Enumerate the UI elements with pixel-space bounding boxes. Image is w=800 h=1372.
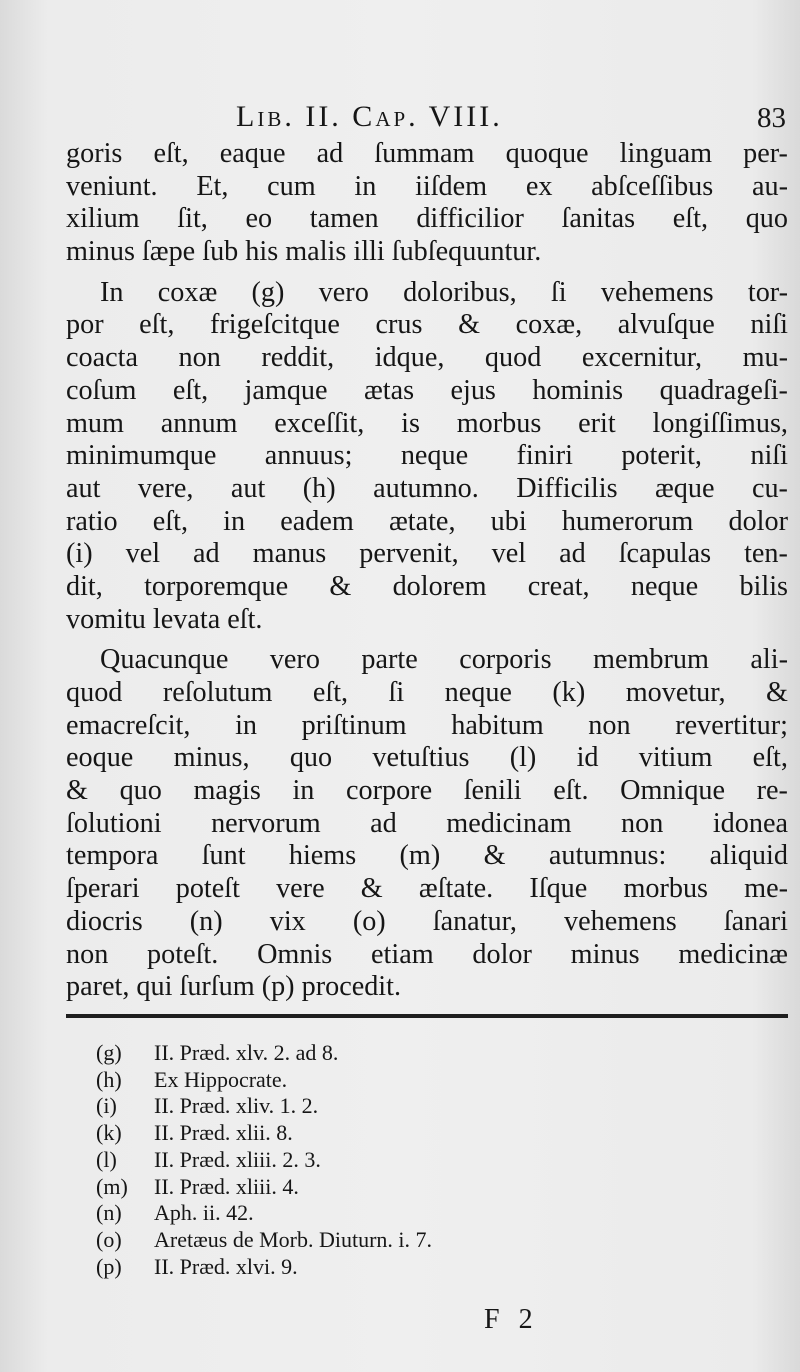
word: vere xyxy=(276,873,325,905)
word: & xyxy=(458,309,481,341)
footnote-text: II. Præd. xlii. 8. xyxy=(154,1120,293,1146)
word: (n) xyxy=(189,905,223,937)
word: habitum xyxy=(451,709,544,741)
footnote-mark: (i) xyxy=(96,1093,117,1119)
word: & xyxy=(329,570,352,602)
word: ad xyxy=(316,138,344,169)
footnote-text: Ex Hippocrate. xyxy=(154,1066,288,1092)
footnote xyxy=(96,1254,696,1281)
footnote xyxy=(96,1093,696,1120)
word: non xyxy=(621,807,664,839)
word: reddit, xyxy=(261,342,335,374)
word: manus xyxy=(252,538,327,570)
word: difficilior xyxy=(416,203,524,235)
paragraph-gap xyxy=(66,636,788,644)
word: excernitur, xyxy=(581,342,703,374)
word: crus xyxy=(375,309,423,341)
word: & xyxy=(766,677,788,708)
word: annum xyxy=(160,407,238,439)
word: me- xyxy=(744,873,788,905)
word: quo xyxy=(289,742,333,774)
word: ejus xyxy=(450,374,496,406)
word: vix xyxy=(269,905,306,937)
footnote-text: II. Præd. xliii. 4. xyxy=(154,1173,299,1199)
word: minus xyxy=(570,938,640,970)
word: autumno. xyxy=(373,472,479,504)
footnote-mark: (n) xyxy=(96,1200,122,1226)
paragraph-gap xyxy=(66,269,788,277)
word: eaque xyxy=(219,138,286,169)
text-line xyxy=(66,309,788,342)
word: doloribus, xyxy=(403,276,517,308)
word: ubi xyxy=(490,505,527,537)
text-line xyxy=(66,277,788,310)
signature-mark: F 2 xyxy=(484,1304,539,1335)
word: tempora xyxy=(66,840,159,872)
text-line xyxy=(66,203,788,236)
word: magis xyxy=(193,775,261,807)
word: longiſſimus, xyxy=(652,407,788,439)
word: torporemque xyxy=(144,570,289,602)
word: non xyxy=(178,342,221,374)
word: niſi xyxy=(750,440,788,472)
body-text xyxy=(66,138,788,1004)
word: dolorem xyxy=(392,570,487,602)
word: aliquid xyxy=(709,840,788,872)
word: quod xyxy=(66,677,123,708)
word: eſt, xyxy=(172,374,209,406)
text-line xyxy=(66,138,788,171)
word: & xyxy=(360,873,383,905)
word: vitium xyxy=(638,742,713,774)
word: eadem xyxy=(280,505,354,537)
word: eſt, xyxy=(672,203,709,235)
word: cu- xyxy=(751,472,788,504)
paragraph xyxy=(66,138,788,269)
word: coſum xyxy=(66,374,137,406)
word: ætas xyxy=(363,374,415,406)
word: vere, xyxy=(137,472,194,504)
word: erit xyxy=(578,407,616,439)
word: ad xyxy=(559,538,586,570)
word: vehemens xyxy=(564,905,677,937)
word: Et, xyxy=(196,170,229,202)
word: coxæ, xyxy=(515,309,583,341)
word: medicinam xyxy=(446,807,572,839)
word: exceſſit, xyxy=(274,407,365,439)
text-line: vomitu levata eſt. xyxy=(66,603,263,635)
word: xilium xyxy=(66,203,140,235)
word: cum xyxy=(267,170,316,202)
word: parte xyxy=(361,644,418,676)
footnote-mark: (o) xyxy=(96,1226,122,1252)
text-line xyxy=(66,342,788,375)
word: autumnus: xyxy=(548,840,667,872)
word: in xyxy=(354,170,377,202)
word: frigeſcitque xyxy=(210,309,340,341)
word: corporis xyxy=(459,644,552,676)
word: ten- xyxy=(744,538,788,570)
word: vehemens xyxy=(600,276,714,308)
word: neque xyxy=(400,440,469,472)
word: etiam xyxy=(371,938,434,970)
word: Omnique xyxy=(620,775,726,807)
text-line: minus ſæpe ſub his malis illi ſubſequuntur. xyxy=(66,236,542,268)
word: æque xyxy=(655,472,715,504)
word: ſolutioni xyxy=(66,807,162,839)
word: morbus xyxy=(456,407,542,439)
word: vel xyxy=(125,538,161,570)
word: movetur, xyxy=(625,677,726,708)
footnote xyxy=(96,1174,696,1201)
word: aut xyxy=(66,472,101,504)
footnote-mark: (k) xyxy=(96,1120,122,1146)
word: (o) xyxy=(352,905,386,937)
word: mum xyxy=(66,407,124,439)
word: humerorum xyxy=(561,505,694,537)
word: minimumque xyxy=(66,440,217,472)
word: pervenit, xyxy=(359,538,459,570)
text-line xyxy=(66,808,788,841)
word: goris xyxy=(66,138,123,169)
word: ſunt xyxy=(201,840,246,872)
word: idonea xyxy=(712,807,788,839)
word: idque, xyxy=(374,342,445,374)
footnote-mark: (p) xyxy=(96,1253,122,1279)
word: id xyxy=(576,742,599,774)
word: & xyxy=(66,775,88,807)
text-line xyxy=(66,506,788,539)
word: vero xyxy=(318,276,369,308)
word: non xyxy=(588,709,631,741)
footnote-mark: (g) xyxy=(96,1040,122,1065)
word: (i) xyxy=(66,538,93,570)
word: vel xyxy=(491,538,527,570)
word: neque xyxy=(444,677,512,708)
word: diocris xyxy=(66,905,143,937)
text-line xyxy=(66,571,788,604)
text-line xyxy=(66,906,788,939)
footnote xyxy=(96,1200,696,1227)
footnote-text: II. Præd. xlv. 2. ad 8. xyxy=(154,1040,339,1065)
word: Quacunque xyxy=(100,644,229,676)
word: (l) xyxy=(509,742,537,774)
word: ſit, xyxy=(177,203,208,235)
word: minus, xyxy=(173,742,250,774)
text-line xyxy=(66,873,788,906)
word: bilis xyxy=(739,570,788,602)
word: niſi xyxy=(750,309,788,341)
text-line xyxy=(66,742,788,775)
word: revertitur; xyxy=(675,709,788,741)
word: aut xyxy=(230,472,266,504)
footnote xyxy=(96,1227,696,1254)
word: ætate, xyxy=(388,505,456,537)
word: morbus xyxy=(623,873,709,905)
word: eſt, xyxy=(312,677,349,708)
footnote xyxy=(96,1147,696,1174)
text-line xyxy=(66,840,788,873)
word: eſt, xyxy=(752,742,788,774)
word: & xyxy=(483,840,506,872)
word: hominis xyxy=(532,374,624,406)
text-line xyxy=(66,408,788,441)
word: neque xyxy=(630,570,699,602)
word: in xyxy=(235,709,258,741)
word: ali- xyxy=(750,644,788,676)
word: iiſdem xyxy=(415,170,488,202)
word: creat, xyxy=(527,570,590,602)
word: hiems xyxy=(288,840,357,872)
word: eſt, xyxy=(152,505,189,537)
word: tamen xyxy=(309,203,379,235)
text-line xyxy=(66,375,788,408)
word: dit, xyxy=(66,570,103,602)
text-line xyxy=(66,775,788,808)
word: ratio xyxy=(66,505,118,537)
word: eſt. xyxy=(553,775,589,807)
word: annuus; xyxy=(264,440,353,472)
word: finiri xyxy=(516,440,573,472)
word: Omnis xyxy=(257,938,333,970)
text-line xyxy=(66,440,788,473)
word: quo xyxy=(745,203,788,235)
text-line xyxy=(66,473,788,506)
word: priſtinum xyxy=(301,709,407,741)
word: Difficilis xyxy=(516,472,618,504)
word: re- xyxy=(756,775,788,807)
text-line xyxy=(66,677,788,710)
footnote xyxy=(96,1120,696,1147)
word: ſanatur, xyxy=(432,905,517,937)
word: tor- xyxy=(747,276,788,308)
word: membrum xyxy=(593,644,709,676)
word: vero xyxy=(269,644,320,676)
word: nervorum xyxy=(211,807,321,839)
paragraph xyxy=(66,644,788,1004)
word: emacreſcit, xyxy=(66,709,191,741)
word: quo xyxy=(119,775,162,807)
footnote-mark: (h) xyxy=(96,1066,122,1092)
footnote-mark: (l) xyxy=(96,1146,117,1172)
word: mu- xyxy=(742,342,788,374)
word: quadrageſi- xyxy=(659,374,788,406)
word: (k) xyxy=(552,677,586,708)
word: corpore xyxy=(346,775,433,807)
word: eoque xyxy=(66,742,134,774)
footnote-text: II. Præd. xliii. 2. 3. xyxy=(154,1146,321,1172)
word: veniunt. xyxy=(66,170,158,202)
text-line xyxy=(66,939,788,972)
text-line xyxy=(66,171,788,204)
paragraph xyxy=(66,277,788,637)
word: coacta xyxy=(66,342,138,374)
footnote xyxy=(96,1067,696,1094)
footnote-text: Aph. ii. 42. xyxy=(154,1200,254,1226)
word: medicinæ xyxy=(678,938,788,970)
footnote-rule xyxy=(66,1014,788,1018)
text-line xyxy=(66,644,788,677)
word: por xyxy=(66,309,104,341)
word: alvuſque xyxy=(617,309,715,341)
footnote xyxy=(96,1040,696,1067)
running-head: Lib. II. Cap. VIII. xyxy=(236,100,503,133)
word: per- xyxy=(743,138,788,169)
footnotes xyxy=(96,1040,696,1280)
word: eſt, xyxy=(153,138,189,169)
word: poteſt xyxy=(175,873,240,905)
word: ad xyxy=(370,807,397,839)
word: ad xyxy=(193,538,220,570)
word: dolor xyxy=(728,505,788,537)
word: quoque xyxy=(505,138,589,169)
word: in xyxy=(292,775,315,807)
word: eſt, xyxy=(139,309,175,341)
word: poterit, xyxy=(621,440,702,472)
word: ſenili xyxy=(463,775,522,807)
word: reſolutum xyxy=(162,677,273,708)
page-number: 83 xyxy=(757,102,786,134)
word: poteſt. xyxy=(147,938,219,970)
word: æſtate. xyxy=(418,873,494,905)
word: dolor xyxy=(472,938,532,970)
word: linguam xyxy=(619,138,713,169)
footnote-text: II. Præd. xliv. 1. 2. xyxy=(154,1093,319,1119)
word: ſcapulas xyxy=(618,538,712,570)
word: coxæ xyxy=(157,276,218,308)
word: in xyxy=(223,505,246,537)
word: ſanari xyxy=(723,905,788,937)
word: eo xyxy=(245,203,273,235)
word: non xyxy=(66,938,109,970)
word: (m) xyxy=(399,840,441,872)
word: ſi xyxy=(388,677,405,708)
text-line: paret, qui ſurſum (p) procedit. xyxy=(66,971,402,1003)
footnote-text: II. Præd. xlvi. 9. xyxy=(154,1253,298,1279)
word: is xyxy=(401,407,420,439)
word: ſi xyxy=(550,276,567,308)
word: ſanitas xyxy=(561,203,636,235)
word: ſperari xyxy=(66,873,140,905)
text-line xyxy=(66,710,788,743)
word: (h) xyxy=(302,472,336,504)
word: jamque xyxy=(244,374,328,406)
word: In xyxy=(100,276,124,308)
footnote-text: Aretæus de Morb. Diuturn. i. 7. xyxy=(154,1226,433,1252)
footnote-mark: (m) xyxy=(96,1173,128,1199)
word: Iſque xyxy=(529,873,588,905)
word: quod xyxy=(484,342,542,374)
word: ex xyxy=(525,170,553,202)
word: au- xyxy=(751,170,788,202)
word: abſceſſibus xyxy=(591,170,714,202)
word: vetuſtius xyxy=(372,742,470,774)
text-line xyxy=(66,538,788,571)
word: (g) xyxy=(251,276,285,308)
word: ſummam xyxy=(374,138,475,169)
